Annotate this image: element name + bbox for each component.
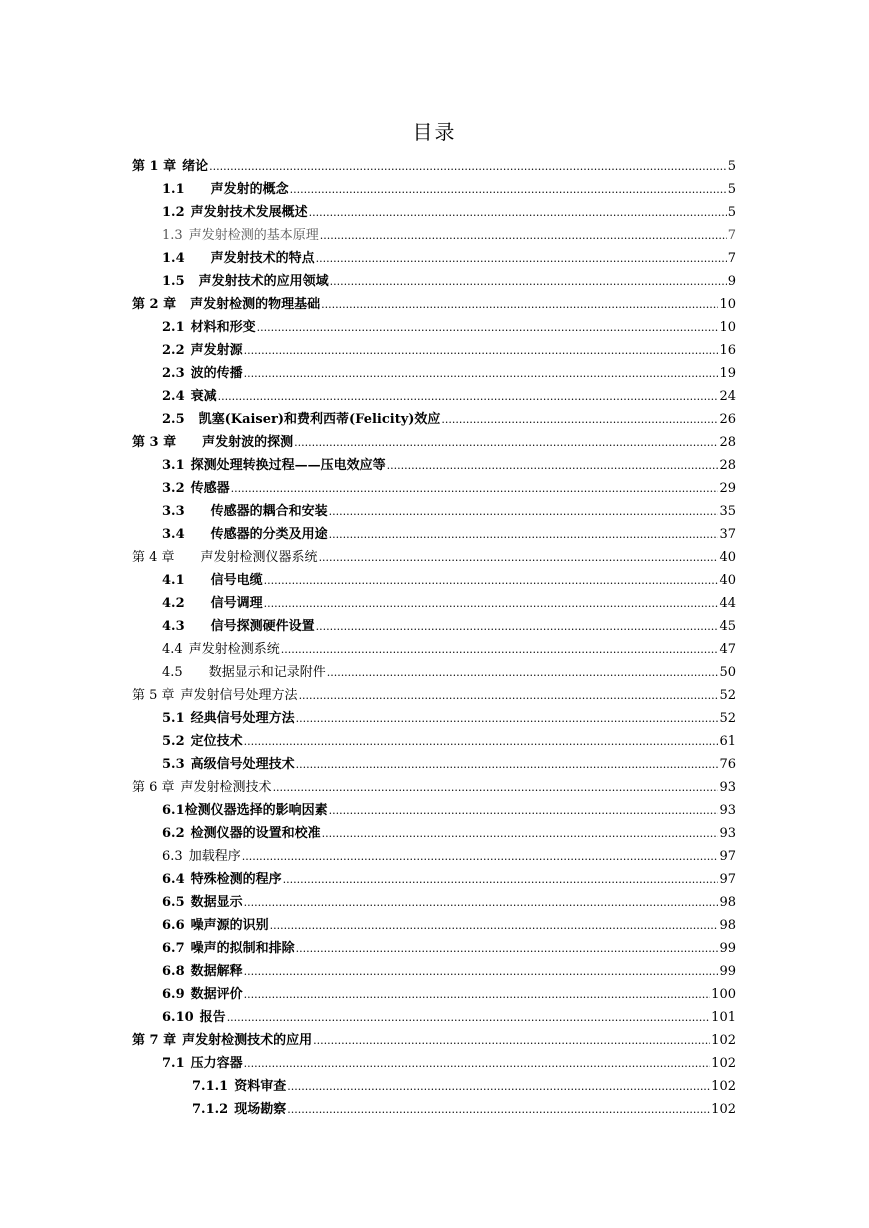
toc-dot-leader (283, 872, 719, 888)
toc-entry-number: 6.8 (162, 964, 185, 979)
toc-entry[interactable] (132, 589, 736, 612)
toc-entry-label: 声发射技术的特点 (210, 251, 315, 266)
toc-dot-leader (264, 596, 719, 612)
toc-dot-leader (316, 619, 719, 635)
toc-entry-page: 100 (711, 987, 736, 1002)
toc-entry-page: 28 (719, 458, 736, 473)
toc-entry-page: 97 (719, 872, 736, 887)
toc-entry-page: 24 (719, 389, 736, 404)
toc-entry-number: 6.10 (162, 1010, 194, 1025)
toc-dot-leader (244, 366, 719, 382)
toc-entry[interactable] (132, 819, 736, 842)
toc-entry-number: 2.1 (162, 320, 185, 335)
toc-entry-number: 7.1.2 (192, 1102, 229, 1117)
toc-dot-leader (296, 711, 719, 727)
toc-dot-leader (244, 734, 719, 750)
toc-entry[interactable] (132, 1095, 736, 1118)
toc-dot-leader (231, 481, 719, 497)
toc-entry[interactable] (132, 658, 736, 681)
toc-entry-number: 4.2 (162, 596, 185, 611)
toc-entry-number: 7.1 (162, 1056, 185, 1071)
toc-entry[interactable] (132, 1072, 736, 1095)
toc-entry-page: 98 (719, 918, 736, 933)
toc-entry-page: 45 (719, 619, 736, 634)
toc-entry-page: 5 (727, 159, 736, 174)
toc-entry-number: 4.1 (162, 573, 185, 588)
toc-entry-label: 噪声源的识别 (190, 918, 269, 933)
page-title: 目录 (412, 120, 457, 144)
toc-entry-label: 报告 (199, 1010, 226, 1025)
toc-dot-leader (281, 642, 719, 658)
toc-entry-number: 第 1 章 (132, 159, 177, 174)
toc-entry-number: 1.3 (162, 228, 183, 243)
toc-entry-page: 76 (719, 757, 736, 772)
toc-entry-page: 101 (711, 1010, 736, 1025)
toc-entry-page: 7 (727, 228, 736, 243)
toc-entry[interactable] (132, 497, 736, 520)
toc-entry[interactable] (132, 980, 736, 1003)
toc-dot-leader (387, 458, 719, 474)
toc-entry-label: 声发射技术发展概述 (190, 205, 308, 220)
toc-entry-label: 声发射波的探测 (202, 435, 294, 450)
toc-entry-page: 52 (719, 711, 736, 726)
toc-entry-page: 99 (719, 941, 736, 956)
toc-dot-leader (316, 251, 727, 267)
toc-dot-leader (329, 527, 719, 543)
toc-dot-leader (227, 1010, 710, 1026)
toc-entry-number: 1.2 (162, 205, 185, 220)
toc-entry-page: 93 (719, 826, 736, 841)
toc-entry-label: 特殊检测的程序 (190, 872, 282, 887)
toc-entry-page: 40 (719, 573, 736, 588)
toc-entry-page: 5 (727, 182, 736, 197)
toc-entry-page: 98 (719, 895, 736, 910)
toc-entry-number: 第 3 章 (132, 435, 177, 450)
toc-dot-leader (322, 826, 719, 842)
toc-entry[interactable] (132, 842, 736, 865)
toc-dot-leader (244, 895, 719, 911)
toc-entry-number: 第 2 章 (132, 297, 177, 312)
toc-entry[interactable] (132, 267, 736, 290)
toc-entry-number: 第 7 章 (132, 1033, 177, 1048)
toc-entry-page: 99 (719, 964, 736, 979)
toc-entry-page: 97 (719, 849, 736, 864)
toc-entry-number: 1.1 (162, 182, 185, 197)
toc-entry-label: 传感器的耦合和安装 (210, 504, 328, 519)
toc-entry-label: 声发射检测的物理基础 (190, 297, 321, 312)
toc-entry[interactable] (132, 1003, 736, 1026)
toc-entry[interactable] (132, 359, 736, 382)
toc-entry-label: 声发射检测系统 (188, 642, 280, 657)
toc-entry-label: 信号探测硬件设置 (210, 619, 315, 634)
toc-entry[interactable] (132, 474, 736, 497)
toc-entry[interactable] (132, 428, 736, 451)
toc-entry[interactable] (132, 1026, 736, 1049)
toc-entry-page: 35 (719, 504, 736, 519)
toc-entry-number: 6.7 (162, 941, 185, 956)
toc-entry-number: 1.5 (162, 274, 185, 289)
toc-entry-number: 4.5 (162, 665, 183, 680)
toc-dot-leader (330, 274, 727, 290)
toc-entry-number: 2.4 (162, 389, 185, 404)
toc-entry-label: 波的传播 (190, 366, 243, 381)
toc-entry-label: 声发射信号处理方法 (180, 688, 298, 703)
toc-entry[interactable] (132, 957, 736, 980)
toc-dot-leader (244, 964, 719, 980)
toc-entry[interactable] (132, 244, 736, 267)
toc-entry-page: 7 (727, 251, 736, 266)
toc-entry-page: 29 (719, 481, 736, 496)
toc-entry-number: 3.4 (162, 527, 185, 542)
toc-entry-label: 数据评价 (190, 987, 243, 1002)
toc-entry-page: 10 (719, 320, 736, 335)
toc-entry-label: 信号调理 (210, 596, 263, 611)
toc-entry-number: 6.1 (162, 803, 185, 818)
toc-dot-leader (257, 320, 719, 336)
toc-entry-label: 高级信号处理技术 (190, 757, 295, 772)
toc-entry-page: 5 (727, 205, 736, 220)
toc-entry-page: 28 (719, 435, 736, 450)
toc-entry[interactable] (132, 152, 736, 175)
toc-entry[interactable] (132, 405, 736, 428)
toc-entry-page: 44 (719, 596, 736, 611)
toc-entry-page: 102 (711, 1079, 736, 1094)
toc-dot-leader (319, 550, 719, 566)
toc-entry[interactable] (132, 520, 736, 543)
toc-entry-number: 6.3 (162, 849, 183, 864)
toc-dot-leader (244, 987, 711, 1003)
toc-entry-number: 第 5 章 (132, 688, 175, 703)
toc-entry-number: 第 6 章 (132, 780, 175, 795)
toc-entry-label: 经典信号处理方法 (190, 711, 295, 726)
toc-entry-number: 第 4 章 (132, 550, 175, 565)
toc-entry-label: 压力容器 (190, 1056, 243, 1071)
toc-entry-label: 声发射检测的基本原理 (188, 228, 319, 243)
toc-entry[interactable] (132, 727, 736, 750)
toc-dot-leader (287, 1079, 710, 1095)
toc-dot-leader (264, 573, 719, 589)
toc-entry-page: 19 (719, 366, 736, 381)
toc-entry-number: 3.1 (162, 458, 185, 473)
toc-dot-leader (244, 1056, 711, 1072)
toc-entry-page: 102 (711, 1102, 736, 1117)
toc-entry-number: 1.4 (162, 251, 185, 266)
toc-entry-label: 材料和形变 (190, 320, 256, 335)
toc-entry-number: 3.3 (162, 504, 185, 519)
toc-dot-leader (441, 412, 718, 428)
toc-entry[interactable] (132, 865, 736, 888)
toc-dot-leader (329, 504, 719, 520)
toc-entry-label: 定位技术 (190, 734, 243, 749)
toc-entry-page: 52 (719, 688, 736, 703)
toc-dot-leader (321, 297, 718, 313)
toc-dot-leader (296, 757, 719, 773)
toc-dot-leader (270, 918, 719, 934)
toc-entry[interactable] (132, 911, 736, 934)
toc-dot-leader (320, 228, 727, 244)
toc-entry-label: 声发射的概念 (210, 182, 289, 197)
toc-entry[interactable] (132, 175, 736, 198)
toc-entry[interactable] (132, 336, 736, 359)
toc-entry-label: 现场勘察 (234, 1102, 287, 1117)
toc-dot-leader (327, 665, 719, 681)
toc-entry[interactable] (132, 612, 736, 635)
toc-entry-page: 93 (719, 803, 736, 818)
toc-entry-number: 2.2 (162, 343, 185, 358)
toc-entry[interactable] (132, 704, 736, 727)
toc-entry[interactable] (132, 888, 736, 911)
toc-dot-leader (296, 941, 719, 957)
toc-entry-label: 声发射源 (190, 343, 243, 358)
toc-dot-leader (242, 849, 719, 865)
toc-entry-page: 10 (719, 297, 736, 312)
toc-entry-label: 数据解释 (190, 964, 243, 979)
toc-entry-number: 4.3 (162, 619, 185, 634)
toc-entry[interactable] (132, 198, 736, 221)
toc-entry-number: 6.2 (162, 826, 185, 841)
toc-entry-number: 3.2 (162, 481, 185, 496)
toc-entry-label: 传感器的分类及用途 (210, 527, 328, 542)
toc-entry-label: 资料审查 (234, 1079, 287, 1094)
toc-entry-label: 声发射检测仪器系统 (200, 550, 318, 565)
toc-entry-page: 26 (719, 412, 736, 427)
toc-entry-number: 2.5 (162, 412, 185, 427)
toc-entry-page: 9 (727, 274, 736, 289)
toc-entry[interactable] (132, 451, 736, 474)
toc-dot-leader (329, 803, 719, 819)
toc-entry-page: 102 (711, 1056, 736, 1071)
toc-dot-leader (209, 159, 727, 175)
toc-entry[interactable] (132, 681, 736, 704)
toc-entry[interactable] (132, 566, 736, 589)
toc-entry[interactable] (132, 313, 736, 336)
toc-entry[interactable] (132, 750, 736, 773)
toc-entry-page: 50 (719, 665, 736, 680)
toc-dot-leader (294, 435, 718, 451)
toc-dot-leader (290, 182, 727, 198)
toc-entry-number: 5.3 (162, 757, 185, 772)
toc-entry[interactable] (132, 290, 736, 313)
toc-dot-leader (287, 1102, 710, 1118)
toc-entry-label: 加载程序 (188, 849, 241, 864)
toc-entry-number: 2.3 (162, 366, 185, 381)
toc-entry-label: 传感器 (190, 481, 230, 496)
toc-entry-number: 7.1.1 (192, 1079, 229, 1094)
toc-entry-page: 37 (719, 527, 736, 542)
toc-dot-leader (218, 389, 719, 405)
toc-entry-page: 93 (719, 780, 736, 795)
toc-entry-number: 5.2 (162, 734, 185, 749)
toc-entry[interactable] (132, 635, 736, 658)
toc-entry-label: 检测仪器选择的影响因素 (184, 803, 328, 818)
toc-entry-page: 61 (719, 734, 736, 749)
toc-entry-page: 40 (719, 550, 736, 565)
toc-entry-page: 102 (711, 1033, 736, 1048)
toc-entry-page: 47 (719, 642, 736, 657)
toc-dot-leader (244, 343, 719, 359)
toc-entry-label: 凯塞(Kaiser)和费利西蒂(Felicity)效应 (198, 412, 441, 427)
toc-entry-label: 信号电缆 (210, 573, 263, 588)
toc-entry[interactable] (132, 543, 736, 566)
toc-entry-number: 5.1 (162, 711, 185, 726)
toc-dot-leader (273, 780, 719, 796)
toc-dot-leader (313, 1033, 710, 1049)
toc-entry[interactable] (132, 221, 736, 244)
toc-entry-label: 噪声的拟制和排除 (190, 941, 295, 956)
toc-entry-number: 4.4 (162, 642, 183, 657)
toc-entry[interactable] (132, 934, 736, 957)
toc-entry-label: 数据显示和记录附件 (208, 665, 326, 680)
toc-entry-label: 衰减 (190, 389, 217, 404)
toc-entry-label: 声发射检测技术 (180, 780, 272, 795)
toc-entry-label: 绪论 (182, 159, 209, 174)
toc-entry-page: 16 (719, 343, 736, 358)
toc-dot-leader (299, 688, 719, 704)
toc-entry[interactable] (132, 1049, 736, 1072)
toc-entry[interactable] (132, 796, 736, 819)
toc-entry[interactable] (132, 382, 736, 405)
toc-entry[interactable] (132, 773, 736, 796)
toc-entry-number: 6.6 (162, 918, 185, 933)
toc-entry-number: 6.4 (162, 872, 185, 887)
toc-entry-label: 声发射检测技术的应用 (182, 1033, 313, 1048)
toc-entry-label: 检测仪器的设置和校准 (190, 826, 321, 841)
toc-entry-label: 数据显示 (190, 895, 243, 910)
toc-entry-number: 6.9 (162, 987, 185, 1002)
toc-dot-leader (309, 205, 727, 221)
table-of-contents (132, 152, 736, 1118)
toc-entry-label: 探测处理转换过程——压电效应等 (190, 458, 386, 473)
toc-entry-label: 声发射技术的应用领域 (198, 274, 329, 289)
toc-entry-number: 6.5 (162, 895, 185, 910)
